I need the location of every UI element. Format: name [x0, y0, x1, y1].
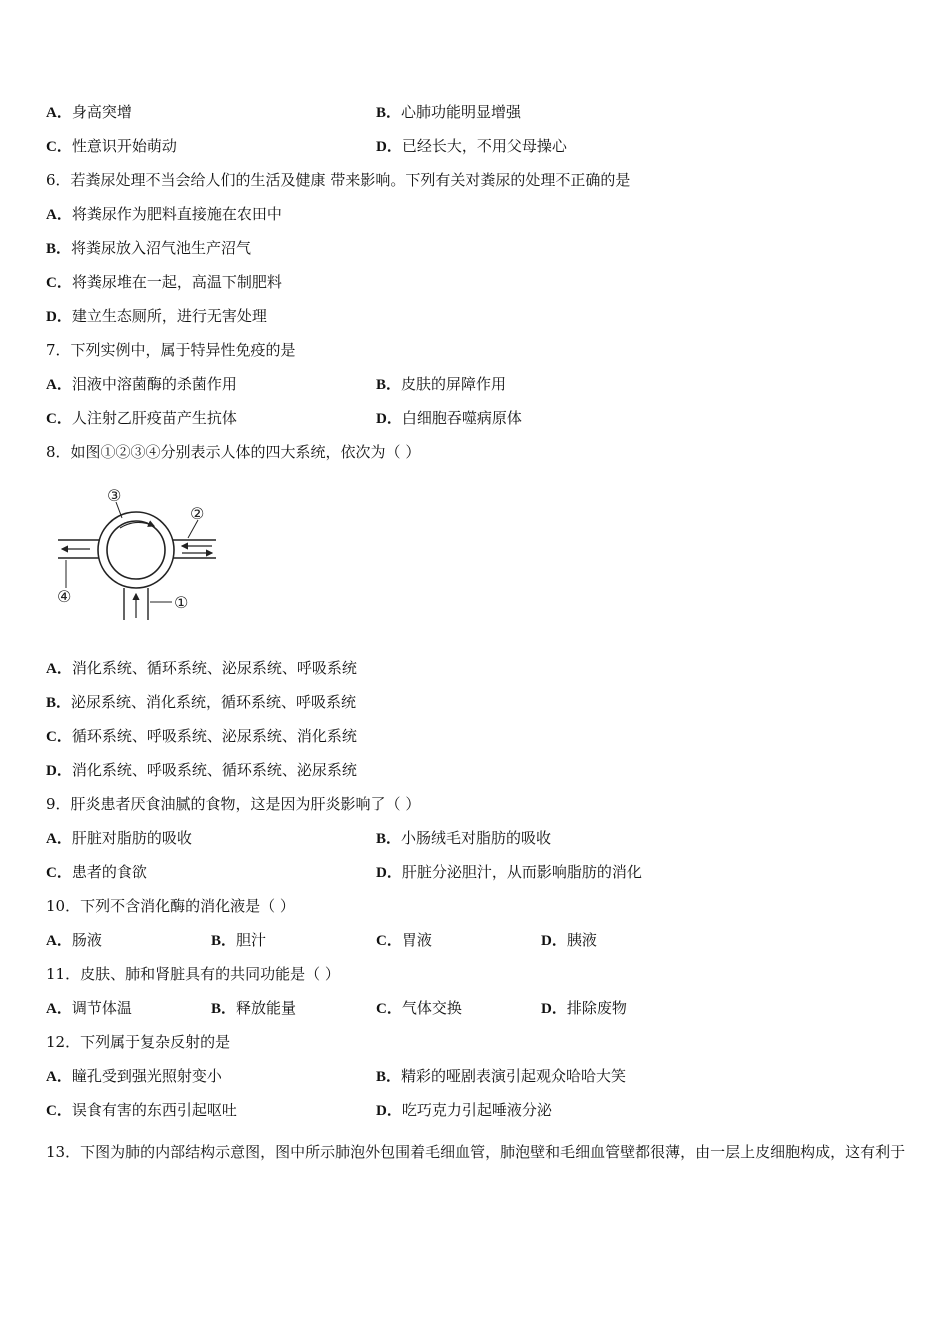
q11-option-c: C．气体交换: [376, 999, 462, 1017]
q12-option-c: C．误食有害的东西引起呕吐: [46, 1101, 237, 1119]
q8-option-c: C．循环系统、呼吸系统、泌尿系统、消化系统: [46, 727, 357, 745]
q5-option-a: A．身高突增: [46, 103, 132, 121]
q6-stem: 6．若粪尿处理不当会给人们的生活及健康 带来影响。下列有关对粪尿的处理不正确的是: [46, 171, 631, 189]
q8-option-b: B．泌尿系统、消化系统，循环系统、呼吸系统: [46, 693, 357, 711]
marker-2: ②: [190, 504, 205, 523]
q11-stem: 11．皮肤、肺和肾脏具有的共同功能是（ ）: [46, 965, 340, 983]
q8-option-a: A．消化系统、循环系统、泌尿系统、呼吸系统: [46, 659, 357, 677]
q10-stem: 10．下列不含消化酶的消化液是（ ）: [46, 897, 295, 915]
q9-option-a: A．肝脏对脂肪的吸收: [46, 829, 192, 847]
q5-option-b: B．心肺功能明显增强: [376, 103, 522, 121]
q7-option-c: C．人注射乙肝疫苗产生抗体: [46, 409, 237, 427]
marker-4: ④: [57, 587, 72, 606]
q10-option-d: D．胰液: [541, 931, 597, 949]
q7-option-b: B．皮肤的屏障作用: [376, 375, 507, 393]
q6-option-b: B．将粪尿放入沼气池生产沼气: [46, 239, 252, 257]
q11-option-a: A．调节体温: [46, 999, 132, 1017]
q9-stem: 9．肝炎患者厌食油腻的食物，这是因为肝炎影响了（ ）: [46, 795, 421, 813]
q11-option-b: B．释放能量: [211, 999, 297, 1017]
q5-option-d: D．已经长大，不用父母操心: [376, 137, 567, 155]
q8-option-d: D．消化系统、呼吸系统、循环系统、泌尿系统: [46, 761, 357, 779]
q6-option-c: C．将粪尿堆在一起，高温下制肥料: [46, 273, 282, 291]
q9-option-b: B．小肠绒毛对脂肪的吸收: [376, 829, 552, 847]
q5-option-c: C．性意识开始萌动: [46, 137, 177, 155]
q12-option-d: D．吃巧克力引起唾液分泌: [376, 1101, 552, 1119]
ring-inner: [107, 521, 165, 579]
q10-option-c: C．胃液: [376, 931, 432, 949]
q13-stem: 13．下图为肺的内部结构示意图，图中所示肺泡外包围着毛细血管，肺泡壁和毛细血管壁都很薄，由一层上皮细胞构成，这有利于: [46, 1143, 906, 1161]
ring-outer: [98, 512, 174, 588]
q12-option-a: A．瞳孔受到强光照射变小: [46, 1067, 222, 1085]
q12-stem: 12．下列属于复杂反射的是: [46, 1033, 231, 1051]
marker-3: ③: [107, 486, 122, 505]
q12-option-b: B．精彩的哑剧表演引起观众哈哈大笑: [376, 1067, 627, 1085]
q6-option-a: A．将粪尿作为肥料直接施在农田中: [46, 205, 282, 223]
q8-stem: 8．如图①②③④分别表示人体的四大系统，依次为（ ）: [46, 443, 421, 461]
q10-option-b: B．胆汁: [211, 931, 267, 949]
q7-stem: 7．下列实例中，属于特异性免疫的是: [46, 341, 296, 359]
q10-option-a: A．肠液: [46, 931, 102, 949]
body-systems-diagram: [50, 480, 225, 625]
marker-1: ①: [174, 593, 189, 612]
q6-option-d: D．建立生态厕所，进行无害处理: [46, 307, 267, 325]
q9-option-d: D．肝脏分泌胆汁，从而影响脂肪的消化: [376, 863, 642, 881]
q7-option-d: D．白细胞吞噬病原体: [376, 409, 522, 427]
q7-option-a: A．泪液中溶菌酶的杀菌作用: [46, 375, 237, 393]
q9-option-c: C．患者的食欲: [46, 863, 147, 881]
q11-option-d: D．排除废物: [541, 999, 627, 1017]
